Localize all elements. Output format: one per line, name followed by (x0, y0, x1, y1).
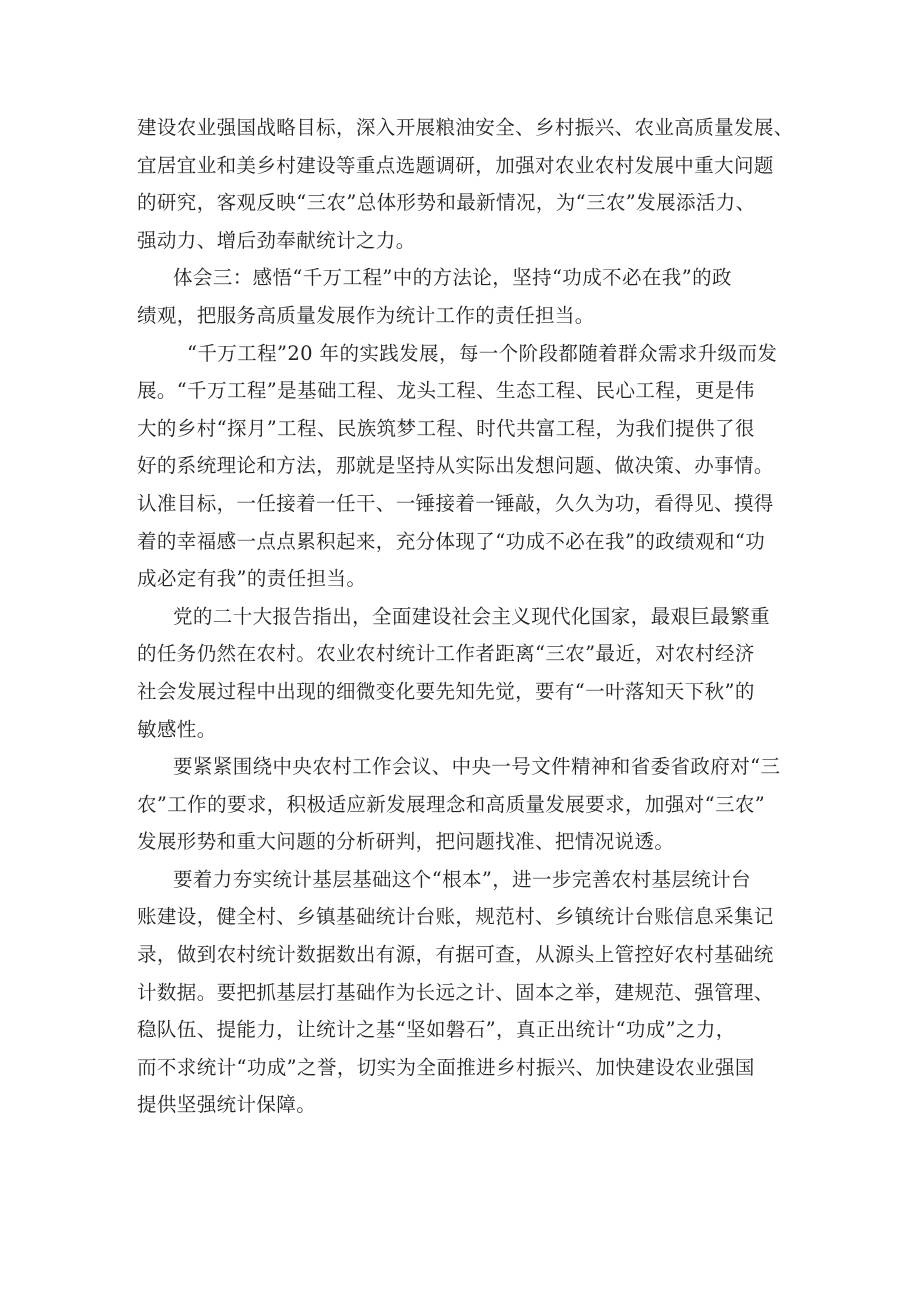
text-line: 认准目标，一任接着一任干、一锤接着一锤敲，久久为功，看得见、摸得 (137, 491, 774, 515)
text-line: 体会三：感悟“千万工程”中的方法论，坚持“功成不必在我”的政 (173, 266, 732, 290)
text-line: 建设农业强国战略目标，深入开展粮油安全、乡村振兴、农业高质量发展、 (137, 116, 794, 139)
text-line: 绩观，把服务高质量发展作为统计工作的责任担当。 (137, 303, 595, 327)
paragraph (137, 598, 797, 748)
paragraph (137, 335, 797, 598)
text-line: 发展形势和重大问题的分析研判，把问题找准、把情况说透。 (137, 830, 675, 854)
text-line: “千万工程”20 年的实践发展，每一个阶段都随着群众需求升级而发 (187, 341, 778, 365)
text-line: 社会发展过程中出现的细微变化要先知先觉，要有“一叶落知天下秋”的 (137, 679, 755, 703)
section-heading-paragraph (137, 259, 797, 334)
text-line: 提供坚强统计保障。 (137, 1093, 317, 1117)
text-line: 计数据。要把抓基层打基础作为长远之计、固本之举，建规范、强管理、 (137, 980, 774, 1004)
text-line: 的任务仍然在农村。农业农村统计工作者距离“三农”最近，对农村经济 (137, 642, 755, 666)
text-line: 录，做到农村统计数据数出有源，有据可查，从源头上管控好农村基础统 (137, 943, 774, 967)
text-line: 着的幸福感一点点累积起来，充分体现了“功成不必在我”的政绩观和“功 (137, 529, 766, 553)
text-line: 成必定有我”的责任担当。 (137, 567, 367, 591)
paragraph (137, 748, 797, 861)
text-line: 宜居宜业和美乡村建设等重点选题调研，加强对农业农村发展中重大问题 (137, 153, 774, 177)
text-line: 党的二十大报告指出，全面建设社会主义现代化国家，最艰巨最繁重 (173, 604, 771, 628)
text-line: 大的乡村“探月”工程、民族筑梦工程、时代共富工程，为我们提供了很 (137, 416, 755, 440)
text-line: 而不求统计“功成”之誉，切实为全面推进乡村振兴、加快建设农业强国 (137, 1055, 755, 1079)
text-line: 农”工作的要求，积极适应新发展理念和高质量发展要求，加强对“三农” (137, 792, 766, 816)
paragraph (137, 861, 797, 1124)
text-line: 的研究，客观反映“三农”总体形势和最新情况，为“三农”发展添活力、 (137, 191, 756, 215)
text-line: 稳队伍、提能力，让统计之基“坚如磐石”，真正出统计“功成”之力， (137, 1018, 736, 1042)
text-line: 账建设，健全村、乡镇基础统计台账，规范村、乡镇统计台账信息采集记 (137, 905, 774, 929)
text-line: 要着力夯实统计基层基础这个“根本”，进一步完善农村基层统计台 (173, 867, 751, 891)
text-line: 好的系统理论和方法，那就是坚持从实际出发想问题、做决策、办事情。 (137, 454, 774, 478)
paragraph (137, 109, 797, 259)
text-line: 要紧紧围绕中央农村工作会议、中央一号文件精神和省委省政府对“三 (173, 755, 781, 779)
text-line: 展。“千万工程”是基础工程、龙头工程、生态工程、民心工程，更是伟 (137, 379, 755, 403)
text-line: 强动力、增后劲奉献统计之力。 (137, 228, 416, 252)
text-line: 敏感性。 (137, 717, 217, 741)
document-body (137, 109, 797, 1124)
